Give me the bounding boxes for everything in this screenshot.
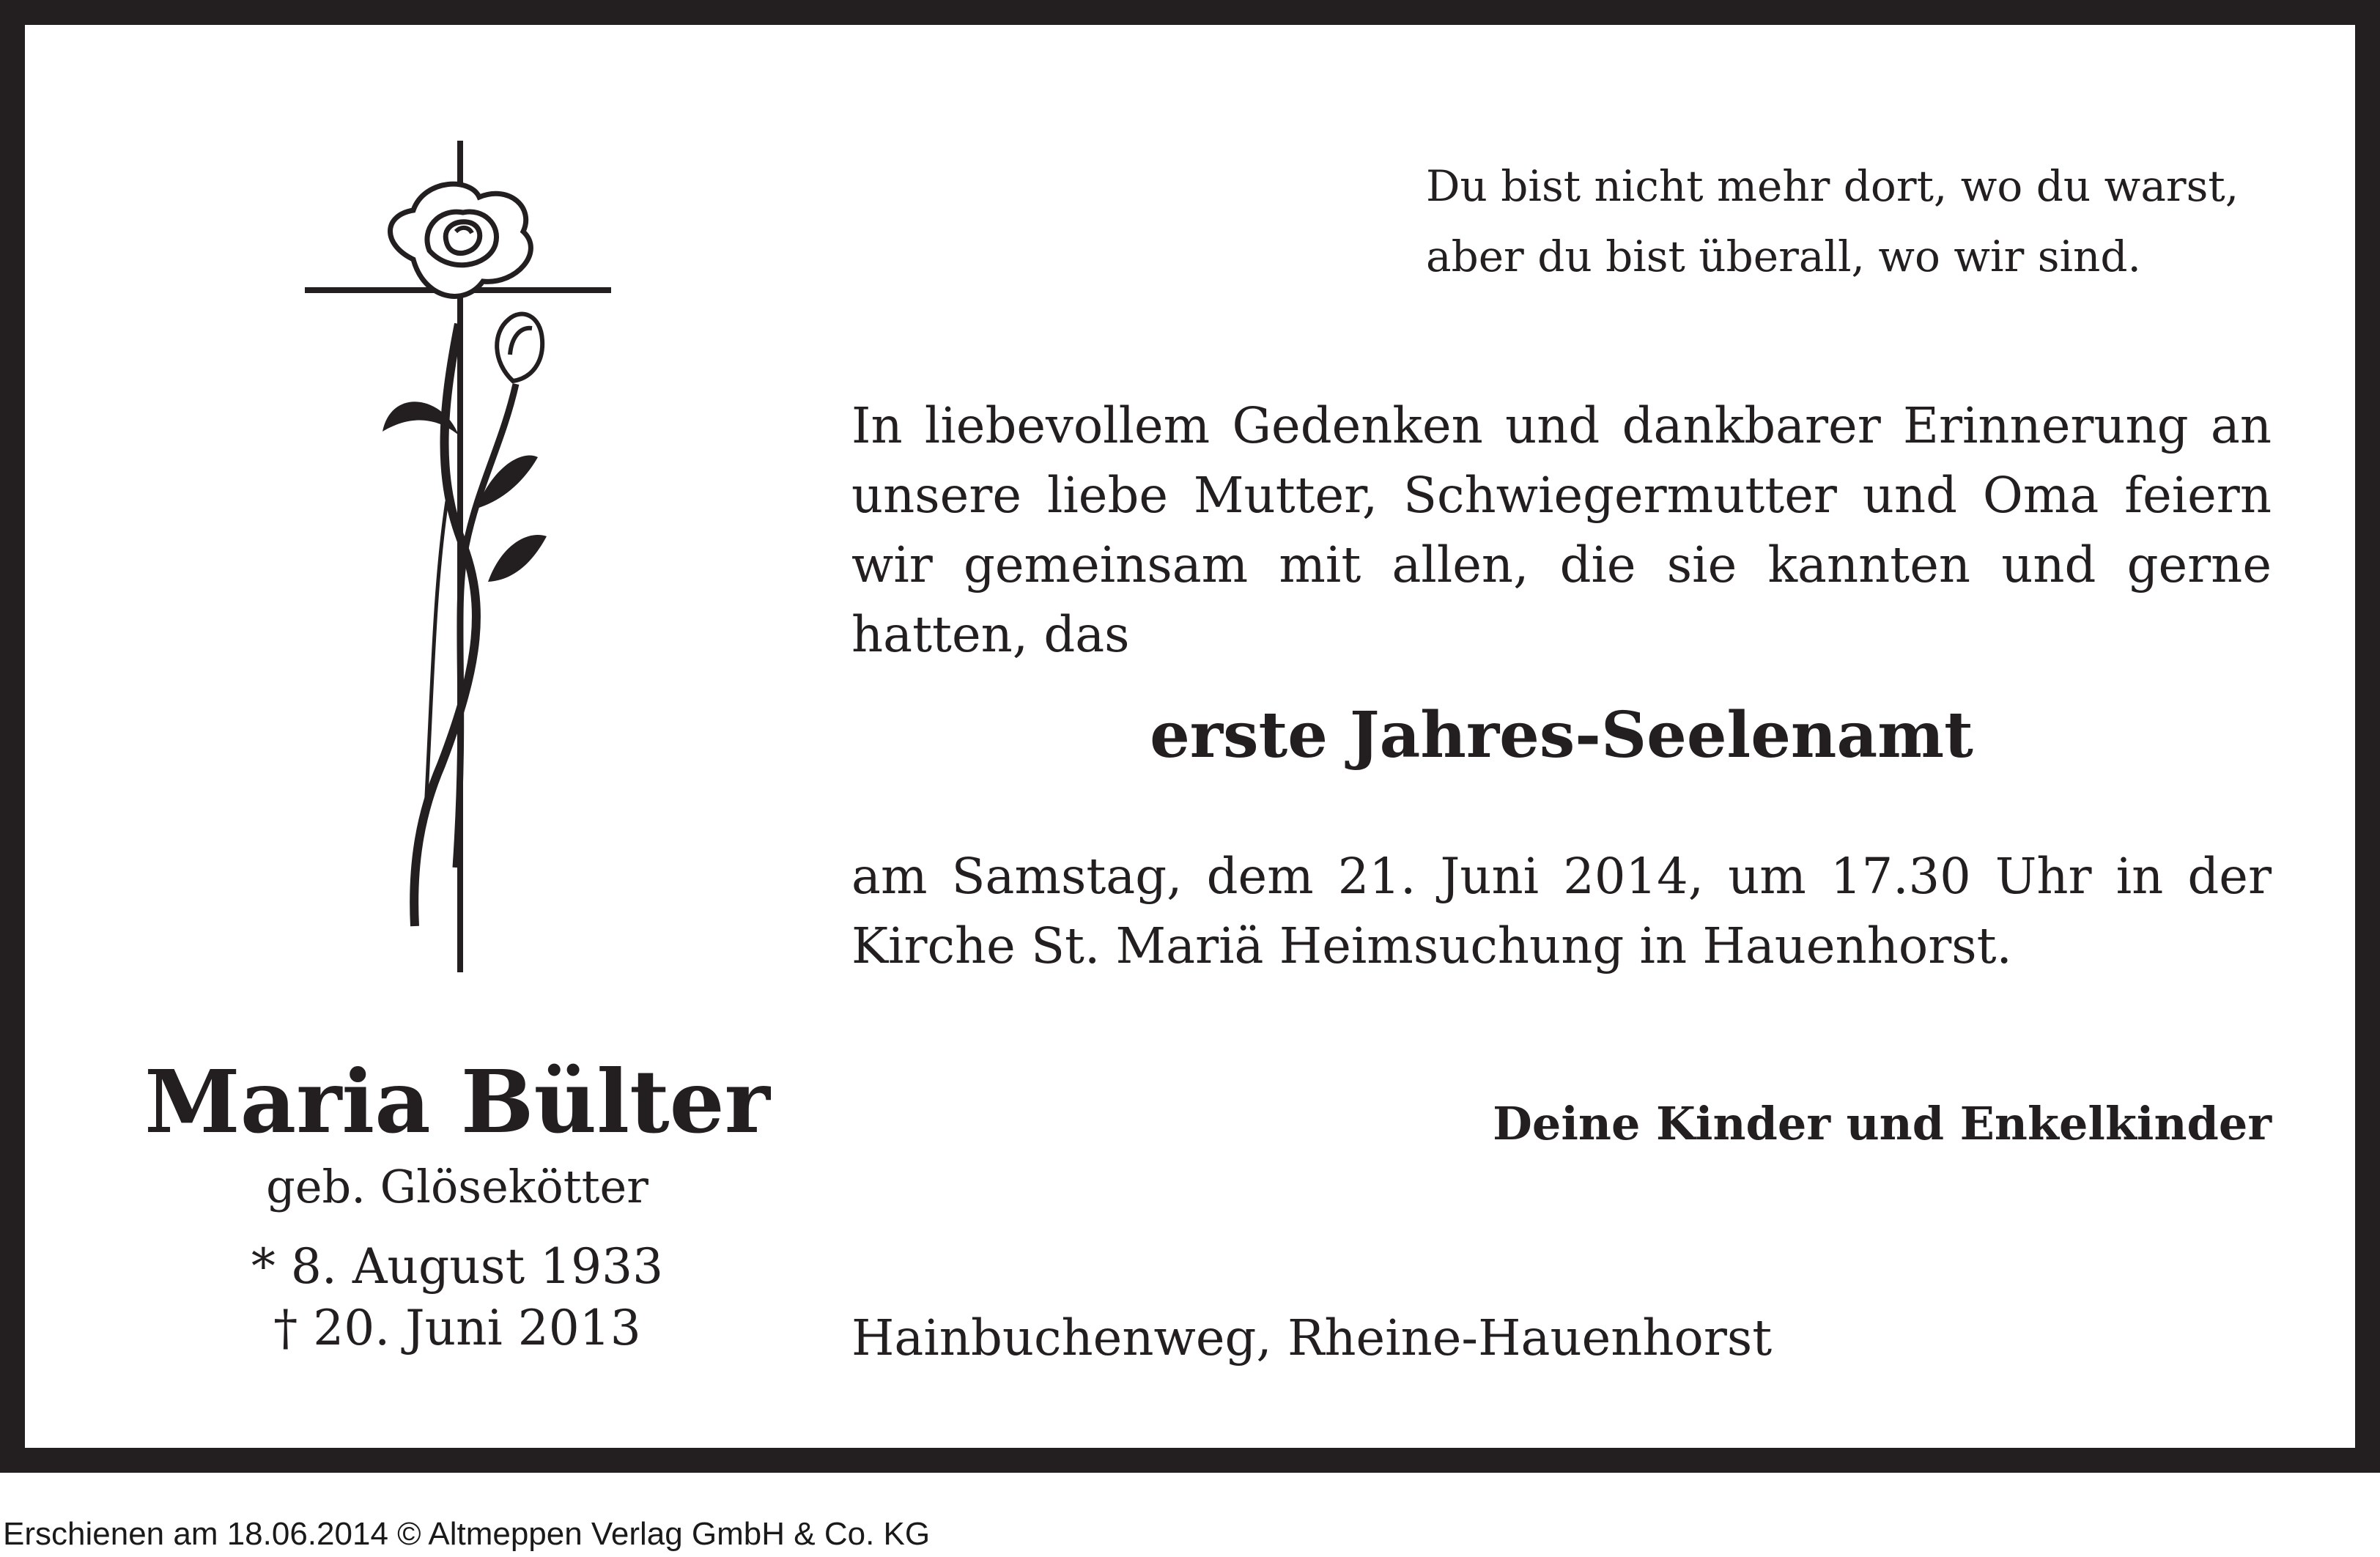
deceased-name: Maria Bülter xyxy=(144,1051,770,1153)
quote-line-2: aber du bist überall, wo wir sind. xyxy=(1426,232,2141,281)
life-dates xyxy=(120,1236,794,1359)
signature: Deine Kinder und Enkelkinder xyxy=(1493,1097,2272,1150)
deceased-block xyxy=(120,1047,794,1359)
memorial-quote xyxy=(1426,151,2239,292)
event-details: am Samstag, dem 21. Juni 2014, um 17.30 Uhr in der Kirche St. Mariä Heimsuchung in Hauenhorst. xyxy=(851,848,2272,974)
birth-date: * 8. August 1933 xyxy=(251,1238,664,1295)
publication-credit: Erschienen am 18.06.2014 © Altmeppen Verlag GmbH & Co. KG xyxy=(3,1516,931,1552)
birth-name: geb. Glösekötter xyxy=(266,1160,648,1213)
address: Hainbuchenweg, Rheine-Hauenhorst xyxy=(851,1309,1773,1366)
cross-with-rose-icon xyxy=(296,135,626,977)
intro-paragraph: In liebevollem Gedenken und dankbarer Erinnerung an unsere liebe Mutter, Schwiegermutter und Oma feiern wir gemeinsam mit allen, die sie kannten und gerne hatten, das xyxy=(851,397,2272,663)
death-date: † 20. Juni 2013 xyxy=(273,1300,641,1356)
event-title: erste Jahres-Seelenamt xyxy=(1150,698,1973,772)
quote-line-1: Du bist nicht mehr dort, wo du warst, xyxy=(1426,161,2239,211)
